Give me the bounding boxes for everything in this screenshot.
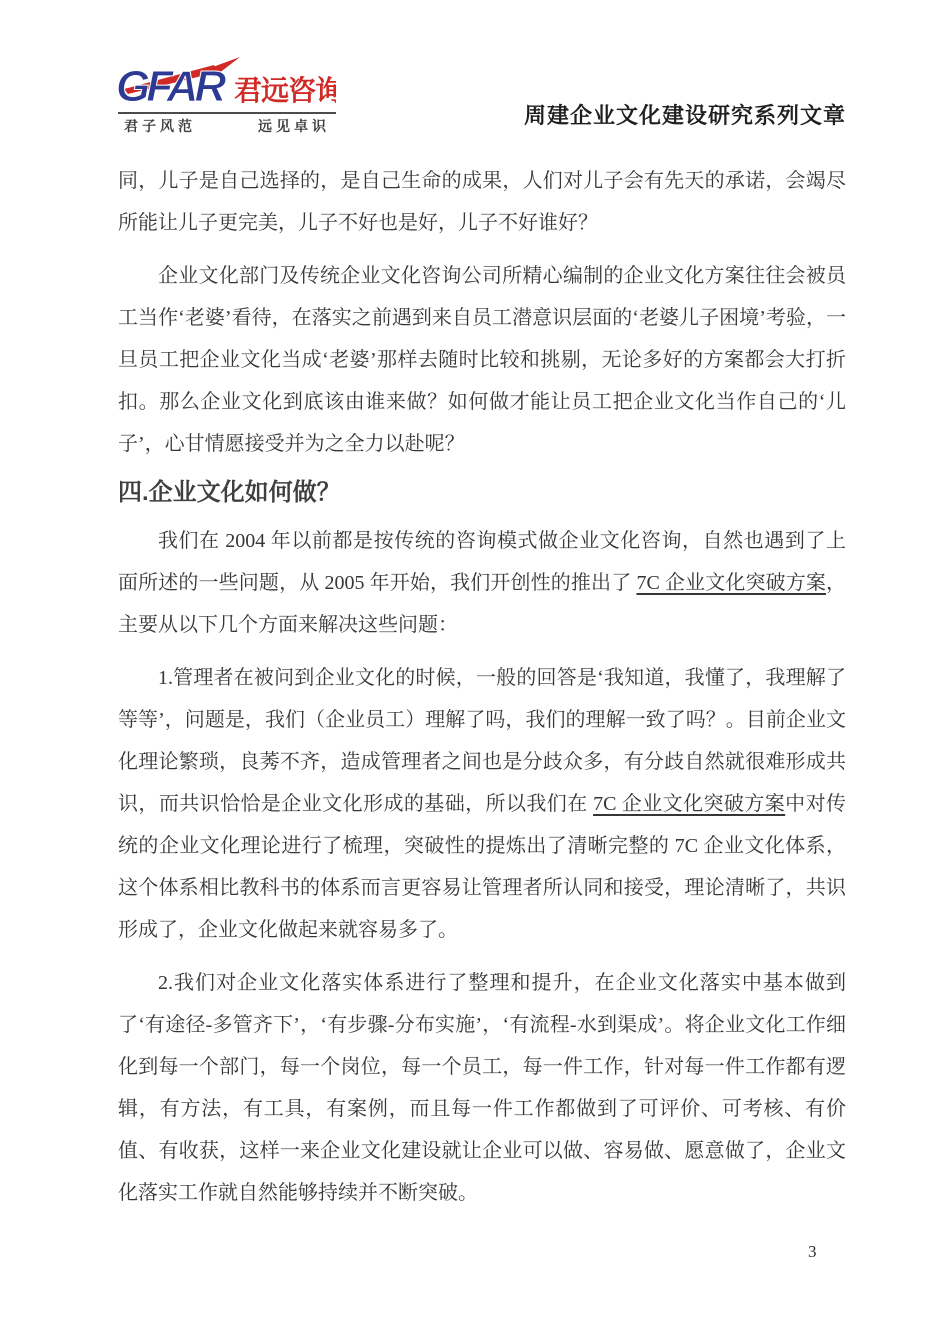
paragraph xyxy=(118,520,846,646)
section-heading: 四.企业文化如何做？ xyxy=(118,479,341,506)
text-run: ，主要从以下几个方面来解决这些问题： xyxy=(118,572,847,636)
logo-latin-text: GFAR xyxy=(118,62,223,106)
text-run: 企业文化部门及传统企业文化咨询公司所精心编制的企业文化方案往往会被员工当作‘老婆’看待，在落实之前遇到来自员工潜意识层面的‘老婆儿子困境’考验，一旦员工把企业文化当成‘老婆’那样去随时比较和挑剔，无论多好的方案都会大打折扣。那么企业文化到底该由谁来做？如何做才能让员工把企业文化当作自己的‘儿子’，心甘情愿接受并为之全力以赴呢？ xyxy=(118,265,846,455)
logo-tagline xyxy=(118,114,336,136)
gfar-logo-icon xyxy=(118,56,336,106)
underlined-text-run: 7C 企业文化突破方案 xyxy=(636,572,827,594)
header-series-title: 周建企业文化建设研究系列文章 xyxy=(523,103,846,128)
paragraph xyxy=(118,160,846,244)
text-run: 同，儿子是自己选择的，是自己生命的成果，人们对儿子会有先天的承诺，会竭尽所能让儿子更完美，儿子不好也是好，儿子不好谁好？ xyxy=(118,170,846,234)
underlined-text-run: 7C 企业文化突破方案 xyxy=(593,793,786,815)
page-number: 3 xyxy=(808,1242,817,1261)
paragraph xyxy=(118,962,846,1214)
text-run: 我们在 2004 年以前都是按传统的咨询模式做企业文化咨询，自然也遇到了上面所述的一些问题，从 2005 年开始，我们开创性的推出了 xyxy=(118,530,846,594)
tagline-left: 君子风范 xyxy=(124,120,196,135)
text-run: 1.管理者在被问到企业文化的时候，一般的回答是‘我知道，我懂了，我理解了等等’，问题是，我们（企业员工）理解了吗，我们的理解一致了吗？。目前企业文化理论繁琐，良莠不齐，造成管理者之间也是分歧众多，有分歧自然就很难形成共识，而共识恰恰是企业文化形成的基础，所以我们在 xyxy=(118,667,846,815)
tagline-right: 远见卓识 xyxy=(258,120,330,135)
document-page xyxy=(118,56,846,1225)
page-header xyxy=(118,56,846,136)
company-logo xyxy=(118,56,336,136)
document-body xyxy=(118,160,846,1214)
logo-cn-text: 君远咨询 xyxy=(234,76,336,106)
text-run: 中对传统的企业文化理论进行了梳理，突破性的提炼出了清晰完整的 7C 企业文化体系，这个体系相比教科书的体系而言更容易让管理者所认同和接受，理论清晰了，共识形成了，企业文化做起来就容易多了。 xyxy=(118,793,847,941)
text-run: 2.我们对企业文化落实体系进行了整理和提升，在企业文化落实中基本做到了‘有途径-多管齐下’，‘有步骤-分布实施’，‘有流程-水到渠成’。将企业文化工作细化到每一个部门，每一个岗位，每一个员工，每一件工作，针对每一件工作都有逻辑，有方法，有工具，有案例，而且每一件工作都做到了可评价、可考核、有价值、有收获，这样一来企业文化建设就让企业可以做、容易做、愿意做了，企业文化落实工作就自然能够持续并不断突破。 xyxy=(118,972,846,1204)
logo-lockup xyxy=(118,56,336,114)
paragraph xyxy=(118,255,846,465)
paragraph xyxy=(118,657,846,951)
